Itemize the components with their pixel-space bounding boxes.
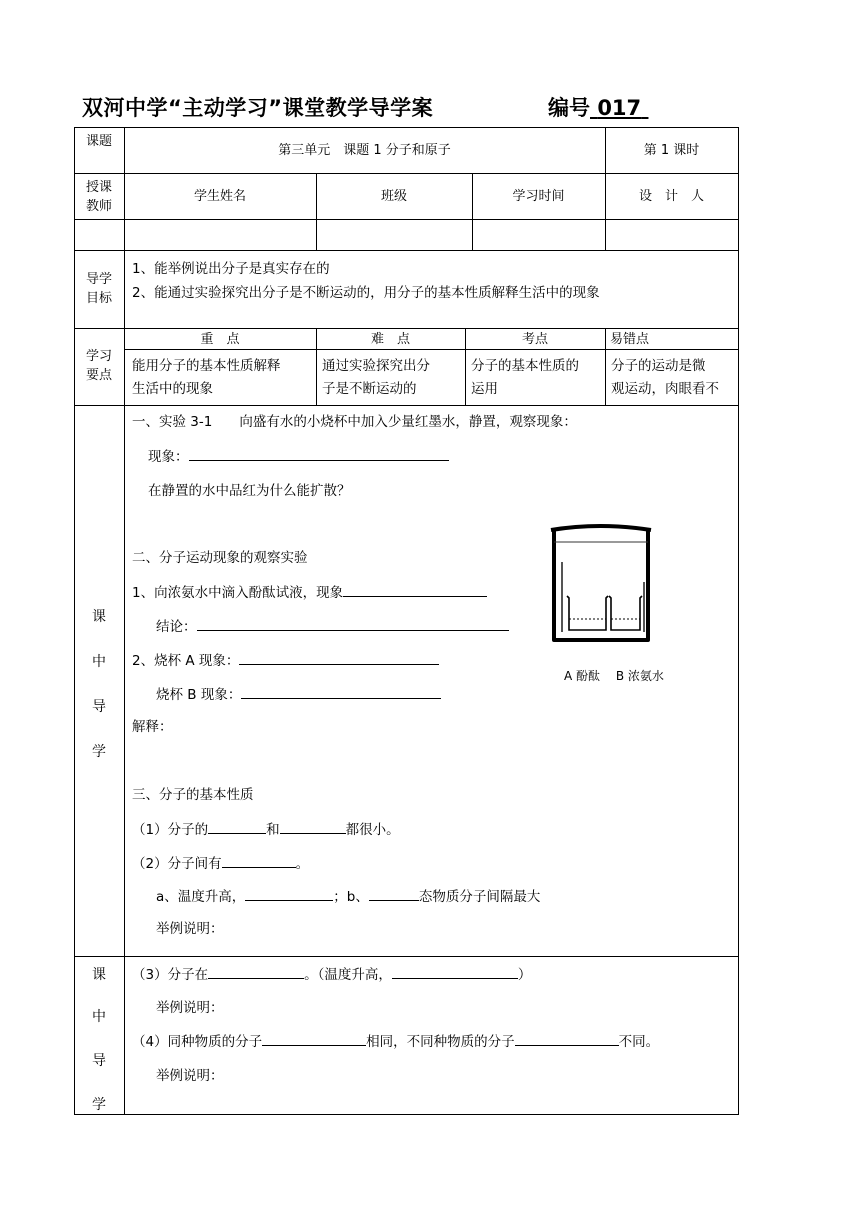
topic-label: 课题 (85, 134, 112, 149)
guide2-label-4: 学 (92, 1097, 106, 1113)
property-3-blank[interactable] (208, 964, 304, 979)
property-2-blank[interactable] (222, 853, 296, 868)
guide2-label-1: 课 (92, 967, 106, 983)
guide2-label-2: 中 (92, 1009, 106, 1025)
property-1-blank-a[interactable] (208, 819, 266, 834)
points-label: 学习要点 (85, 349, 112, 383)
student-name-header: 学生姓名 (193, 189, 246, 204)
conclusion-line: 结论： (156, 616, 509, 637)
example-label-3: 举例说明： (156, 1068, 224, 1084)
beaker-b-icon (609, 596, 642, 630)
beaker-b-line: 烧杯 B 现象： (156, 684, 441, 705)
beaker-apparatus-figure (540, 522, 660, 648)
phenomenon-line: 现象： (148, 446, 449, 467)
property-4-line: （4）同种物质的分子 相同，不同种物质的分子 不同。 (132, 1031, 659, 1052)
guide-label-4: 学 (92, 744, 106, 760)
guide-label-3: 导 (92, 699, 106, 715)
exam-point-line-2: 运用 (471, 381, 498, 397)
explanation-label: 解释： (132, 719, 173, 735)
goals-label: 导学目标 (85, 272, 112, 306)
figure-caption: A 酚酞 B 浓氨水 (564, 669, 664, 683)
points-header-key: 重 点 (200, 332, 240, 347)
goal-item-2: 2、能通过实验探究出分子是不断运动的，用分子的基本性质解释生活中的现象 (132, 285, 600, 301)
section-2-title: 二、分子运动现象的观察实验 (132, 550, 308, 566)
code-label: 编号 (548, 96, 590, 120)
ammonia-phenomenon-blank[interactable] (343, 582, 487, 597)
property-1-line: （1）分子的 和 都很小。 (132, 819, 400, 840)
conclusion-blank[interactable] (197, 616, 509, 631)
property-4-blank-b[interactable] (515, 1031, 619, 1046)
study-time-header: 学习时间 (512, 189, 565, 204)
temperature-blank[interactable] (245, 886, 333, 901)
property-2-line: （2）分子间有 。 (132, 853, 309, 874)
difficult-point-line-1: 通过实验探究出分 (322, 358, 430, 374)
property-3-line: （3）分子在 。（温度升高， ） (132, 964, 531, 985)
points-header-exam: 考点 (521, 332, 548, 347)
state-blank[interactable] (369, 886, 419, 901)
diffusion-question: 在静置的水中品红为什么能扩散？ (148, 483, 351, 499)
property-2-detail-line: a、温度升高， ；b、 态物质分子间隔最大 (156, 886, 540, 907)
guide2-label-3: 导 (92, 1053, 106, 1069)
lesson-period: 第 1 课时 (643, 143, 700, 158)
beaker-a-line: 2、烧杯 A 现象： (132, 650, 439, 671)
topic-title: 第三单元 课题 1 分子和原子 (278, 143, 451, 158)
beaker-a-blank[interactable] (239, 650, 439, 665)
designer-header: 设 计 人 (638, 189, 704, 204)
guide-label-2: 中 (92, 654, 106, 670)
points-header-error: 易错点 (610, 332, 650, 347)
beaker-a-icon (567, 596, 608, 630)
property-1-blank-b[interactable] (280, 819, 346, 834)
error-point-line-1: 分子的运动是微 (611, 358, 706, 374)
section-3-title: 三、分子的基本性质 (132, 787, 254, 803)
property-4-blank-a[interactable] (262, 1031, 366, 1046)
experiment-3-1: 一、实验 3-1 向盛有水的小烧杯中加入少量红墨水，静置，观察现象： (132, 414, 577, 430)
doc-code (548, 92, 648, 122)
ammonia-phenolphthalein-line: 1、向浓氨水中滴入酚酞试液，现象 (132, 582, 487, 603)
example-label-2: 举例说明： (156, 1000, 224, 1016)
code-value: 017 (597, 96, 642, 120)
example-label-1: 举例说明： (156, 921, 224, 937)
phenomenon-blank[interactable] (189, 446, 449, 461)
beaker-b-blank[interactable] (241, 684, 441, 699)
key-point-line-1: 能用分子的基本性质解释 (132, 358, 281, 374)
property-3-temp-blank[interactable] (392, 964, 518, 979)
error-point-line-2: 观运动，肉眼看不 (611, 381, 719, 397)
class-header: 班级 (380, 189, 407, 204)
difficult-point-line-2: 子是不断运动的 (322, 381, 417, 397)
exam-point-line-1: 分子的基本性质的 (471, 358, 579, 374)
points-header-difficult: 难 点 (370, 332, 410, 347)
guide-label-1: 课 (92, 609, 106, 625)
teacher-label: 授课教师 (85, 180, 112, 214)
goal-item-1: 1、能举例说出分子是真实存在的 (132, 261, 330, 277)
page-title: 双河中学“主动学习”课堂教学导学案 (82, 96, 434, 120)
key-point-line-2: 生活中的现象 (132, 381, 213, 397)
